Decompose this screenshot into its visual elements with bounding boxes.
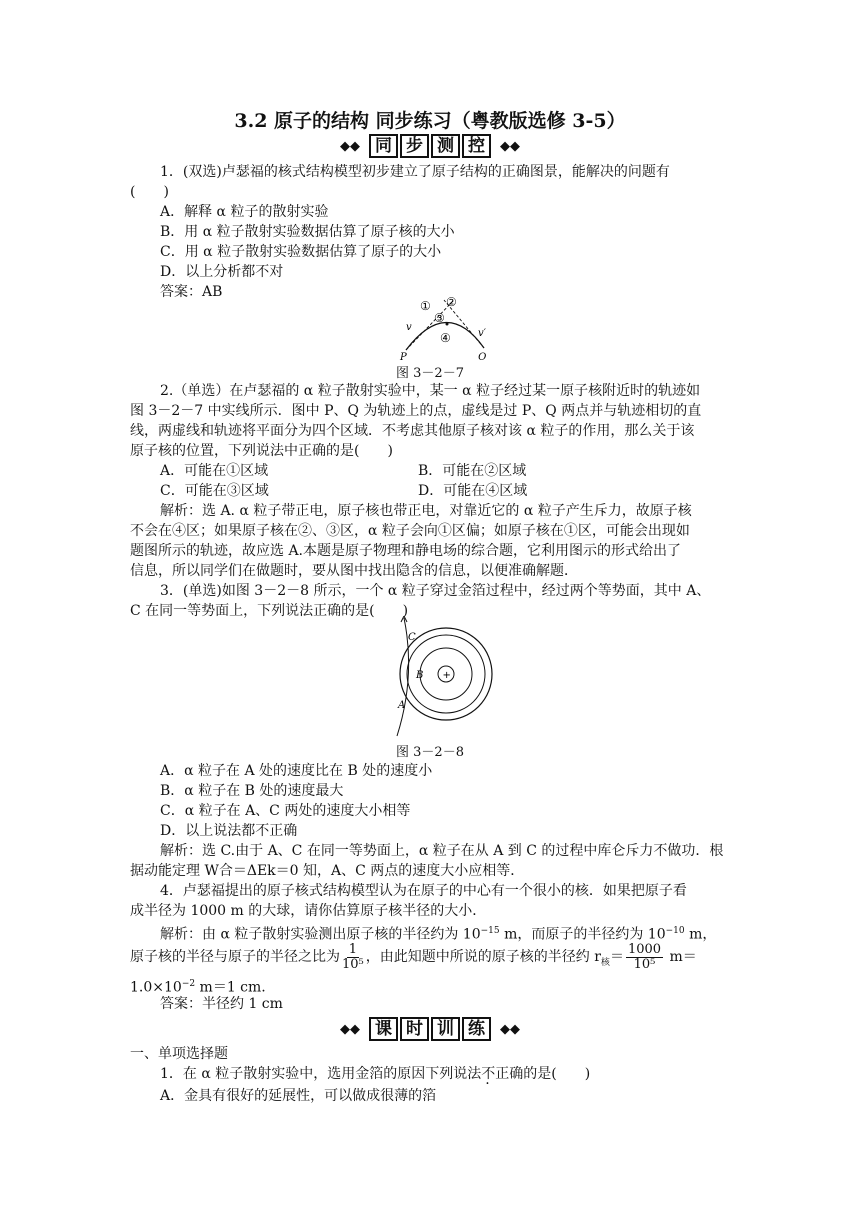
q1-option-c: C．用 α 粒子散射实验数据估算了原子的大小 [160, 244, 442, 260]
q2-stem-l3: 线，两虚线和轨迹将平面分为四个区域．不考虑其他原子核对该 α 粒子的作用，那么关于该 [130, 423, 695, 439]
q4-stem-l2: 成半径为 1000 m 的大球，请你估算原子核半径的大小． [130, 903, 487, 919]
part1-q1-part-a: 1．在 α 粒子散射实验中，选用金箔的原因下列说法 [160, 1066, 482, 1082]
banner-char: 同 [369, 134, 398, 158]
banner-char: 练 [462, 1017, 491, 1041]
q2-solution-l1: 解析：选 A. α 粒子带正电，原子核也带正电，对靠近它的 α 粒子产生斥力，故原子核 [160, 503, 692, 519]
radius-fraction [626, 943, 663, 972]
banner-char: 步 [400, 134, 429, 158]
ratio-fraction [342, 943, 364, 972]
q2-stem-l1: 2.（单选）在卢瑟福的 α 粒子散射实验中，某一 α 粒子经过某一原子核附近时的轨迹如 [160, 383, 701, 399]
radius-denominator: 10⁵ [633, 956, 656, 972]
q3-solution-l2: 据动能定理 W合＝ΔEk＝0 知，A、C 两点的速度大小应相等． [130, 863, 525, 879]
q4-s1-exp1: −15 [480, 926, 500, 936]
section-banner-lesson-training [0, 1017, 860, 1041]
q3-option-d: D．以上说法都不正确 [160, 823, 298, 839]
banner-char: 课 [369, 1017, 398, 1041]
radius-numerator: 1000 [627, 941, 662, 957]
region-4-label: ④ [440, 331, 451, 345]
q3-stem-l2: C 在同一等势面上，下列说法正确的是( ) [130, 603, 409, 619]
figure-3-2-8 [394, 616, 504, 740]
banner-char: 控 [462, 134, 491, 158]
q4-s2-part-a: 原子核的半径与原子的半径之比为 [130, 949, 340, 965]
point-p-label: P [400, 352, 407, 360]
q1-option-d: D．以上分析都不对 [160, 264, 284, 280]
ratio-numerator: 1 [348, 941, 358, 957]
diamond-deco-icon: ◆◆ [340, 1021, 360, 1037]
section-banner-sync-test [0, 134, 860, 158]
ratio-denominator: 10⁵ [342, 956, 364, 972]
q4-stem-l1: 4．卢瑟福提出的原子核式结构模型认为在原子的中心有一个很小的核．如果把原子看 [160, 883, 687, 899]
q2-option-c: C．可能在③区域 [160, 483, 269, 499]
q4-s2-part-c: ＝ [609, 949, 624, 965]
figure-3-2-7 [392, 296, 502, 360]
q4-s1-exp2: −10 [665, 926, 685, 936]
q2-option-b: B．可能在②区域 [418, 463, 527, 479]
part1-q1-part-b: 正确的是( ) [495, 1066, 591, 1082]
nucleus-plus-label: + [442, 670, 451, 681]
q4-solution-l2 [130, 942, 697, 978]
part1-heading: 一、单项选择题 [130, 1046, 228, 1062]
q1-answer: 答案：AB [160, 284, 223, 300]
q2-option-d: D．可能在④区域 [418, 483, 528, 499]
region-3-label: ③ [434, 311, 445, 325]
region-2-label: ② [446, 296, 457, 309]
q2-solution-l2: 不会在④区；如果原子核在②、③区，α 粒子会向①区偏；如原子核在①区，可能会出现如 [130, 523, 690, 539]
q4-s2-part-d: m＝ [665, 949, 697, 965]
q3-stem-l1: 3．(单选)如图 3－2－8 所示，一个 α 粒子穿过金箔过程中，经过两个等势面，其中 A、 [160, 583, 711, 599]
q2-solution-l3: 题图所示的轨迹，故应选 A.本题是原子物理和静电场的综合题，它利用图示的形式给出了 [130, 543, 682, 559]
q2-option-a: A．可能在①区域 [160, 463, 269, 479]
diamond-deco-icon: ◆◆ [500, 138, 520, 154]
banner-char: 训 [431, 1017, 460, 1041]
q3-option-c: C．α 粒子在 A、C 两处的速度大小相等 [160, 803, 411, 819]
q4-s3-part-b: m＝1 cm. [195, 979, 266, 996]
velocity-v2-label: v′ [478, 328, 486, 339]
q3-option-b: B．α 粒子在 B 处的速度最大 [160, 783, 344, 799]
q4-s1-part-b: m，而原子的半径约为 10 [499, 926, 666, 943]
point-b-label: B [416, 670, 424, 681]
q1-stem: 1．(双选)卢瑟福的核式结构模型初步建立了原子结构的正确图景，能解决的问题有 [160, 164, 670, 180]
figure-3-2-8-caption: 图 3－2－8 [396, 745, 464, 760]
q4-answer: 答案：半径约 1 cm [160, 996, 283, 1012]
banner-char: 时 [400, 1017, 429, 1041]
q1-option-b: B．用 α 粒子散射实验数据估算了原子核的大小 [160, 224, 455, 240]
q1-stem-cont: ( ) [130, 184, 169, 200]
q4-s3-part-a: 1.0×10 [130, 979, 182, 996]
diamond-deco-icon: ◆◆ [340, 138, 360, 154]
point-c-label: C [408, 632, 416, 643]
figure-3-2-7-caption: 图 3－2－7 [396, 366, 464, 381]
q4-s1-part-a: 解析：由 α 粒子散射实验测出原子核的半径约为 10 [160, 926, 481, 943]
page-title: 3.2 原子的结构 同步练习（粤教版选修 3-5） [234, 110, 626, 132]
q3-solution-l1: 解析：选 C.由于 A、C 在同一等势面上，α 粒子在从 A 到 C 的过程中库仑斥力不做功．根 [160, 843, 724, 859]
banner-char: 测 [431, 134, 460, 158]
part1-q1-option-a: A．金具有很好的延展性，可以做成很薄的箔 [160, 1088, 437, 1104]
q4-s3-exp: −2 [181, 979, 196, 989]
region-1-label: ① [420, 299, 431, 313]
q2-stem-l2: 图 3－2－7 中实线所示．图中 P、Q 为轨迹上的点，虚线是过 P、Q 两点并与轨迹相切的直 [130, 403, 702, 419]
point-q-label: Q [478, 352, 487, 360]
velocity-v-label: v [406, 322, 412, 333]
emphasis-mark: 不 [481, 1066, 496, 1082]
q2-stem-l4: 原子核的位置，下列说法中正确的是( ) [130, 443, 393, 459]
q2-solution-l4: 信息，所以同学们在做题时，要从图中找出隐含的信息，以便准确解题． [130, 563, 578, 579]
q4-s2-part-b: ，由此知题中所说的原子核的半径约 r [365, 949, 601, 965]
part1-q1-stem [160, 1064, 590, 1084]
diamond-deco-icon: ◆◆ [500, 1021, 520, 1037]
point-a-label: A [398, 700, 406, 711]
q4-s1-part-c: m， [684, 926, 717, 943]
q3-option-a: A．α 粒子在 A 处的速度比在 B 处的速度小 [160, 763, 433, 779]
q4-s2-sub: 核 [600, 957, 610, 968]
q1-option-a: A．解释 α 粒子的散射实验 [160, 204, 329, 220]
